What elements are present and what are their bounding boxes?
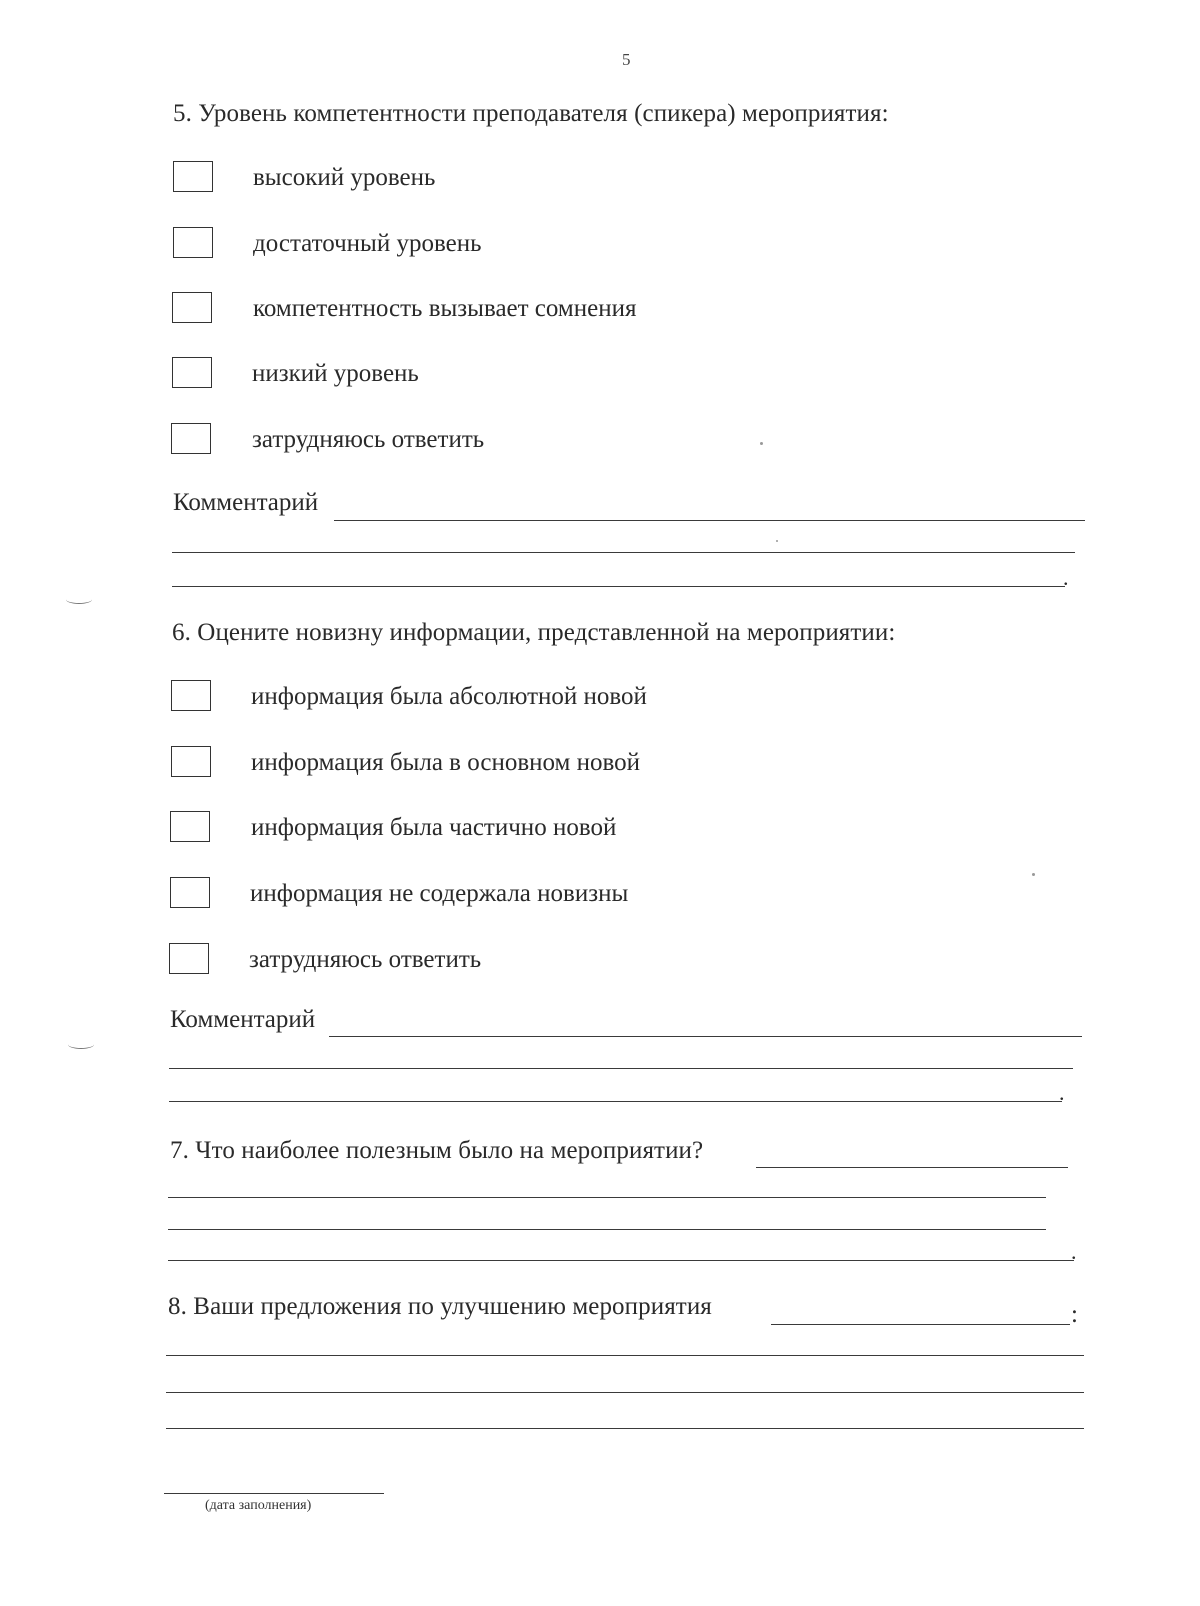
- q5-comment-line-3[interactable]: [172, 586, 1065, 587]
- q6-option-no-novelty: информация не содержала новизны: [250, 880, 629, 907]
- q8-end-mark: :: [1071, 1301, 1078, 1328]
- q5-checkbox-sufficient[interactable]: [173, 227, 213, 258]
- q5-option-unsure: затрудняюсь ответить: [252, 426, 485, 453]
- q6-option-unsure: затрудняюсь ответить: [249, 946, 482, 973]
- q5-option-high: высокий уровень: [253, 164, 436, 191]
- q6-end-mark: .: [1059, 1080, 1065, 1105]
- page-number: 5: [622, 50, 631, 69]
- q5-option-sufficient: достаточный уровень: [253, 230, 482, 257]
- question-7-title: 7. Что наиболее полезным было на мероприятии?: [170, 1137, 704, 1164]
- q8-answer-line-4[interactable]: [166, 1428, 1084, 1429]
- q6-option-partially-new: информация была частично новой: [251, 814, 617, 841]
- q6-checkbox-no-novelty[interactable]: [170, 877, 210, 908]
- q5-checkbox-low[interactable]: [172, 357, 212, 388]
- q5-comment-label: Комментарий: [173, 489, 319, 516]
- question-6-title: 6. Оцените новизну информации, представленной на мероприятии:: [172, 619, 896, 646]
- scan-speck: [760, 442, 763, 445]
- q5-comment-line-1[interactable]: [334, 520, 1085, 521]
- q5-checkbox-high[interactable]: [173, 161, 213, 192]
- q5-option-low: низкий уровень: [252, 360, 419, 387]
- q6-comment-line-1[interactable]: [329, 1036, 1082, 1037]
- q7-answer-line-4[interactable]: [168, 1260, 1074, 1261]
- q7-end-mark: .: [1071, 1239, 1077, 1264]
- q5-end-mark: .: [1063, 565, 1069, 590]
- q6-checkbox-absolutely-new[interactable]: [171, 680, 211, 711]
- q6-option-mostly-new: информация была в основном новой: [251, 749, 640, 776]
- scan-speck: [1032, 873, 1035, 876]
- q7-answer-line-1[interactable]: [756, 1167, 1068, 1168]
- q7-answer-line-3[interactable]: [168, 1229, 1046, 1230]
- q5-checkbox-unsure[interactable]: [171, 423, 211, 454]
- q8-answer-line-1[interactable]: [771, 1324, 1070, 1325]
- q6-comment-label: Комментарий: [170, 1006, 316, 1033]
- date-caption: (дата заполнения): [205, 1498, 312, 1513]
- q6-checkbox-partially-new[interactable]: [170, 811, 210, 842]
- q6-checkbox-mostly-new[interactable]: [171, 746, 211, 777]
- q5-comment-line-2[interactable]: [172, 552, 1075, 553]
- q6-option-absolutely-new: информация была абсолютной новой: [251, 683, 647, 710]
- question-5-title: 5. Уровень компетентности преподавателя (спикера) мероприятия:: [173, 100, 889, 127]
- scan-speck: [776, 540, 778, 542]
- question-8-title: 8. Ваши предложения по улучшению мероприятия: [168, 1293, 712, 1320]
- scan-edge-mark: [68, 1040, 94, 1049]
- date-line[interactable]: [164, 1493, 384, 1494]
- q8-answer-line-3[interactable]: [166, 1392, 1084, 1393]
- q5-checkbox-doubtful[interactable]: [172, 292, 212, 323]
- q8-answer-line-2[interactable]: [166, 1355, 1084, 1356]
- q6-comment-line-3[interactable]: [169, 1101, 1062, 1102]
- scan-edge-mark: [66, 595, 92, 604]
- q6-checkbox-unsure[interactable]: [169, 943, 209, 974]
- q5-option-doubtful: компетентность вызывает сомнения: [253, 295, 637, 322]
- q6-comment-line-2[interactable]: [169, 1068, 1073, 1069]
- q7-answer-line-2[interactable]: [168, 1197, 1046, 1198]
